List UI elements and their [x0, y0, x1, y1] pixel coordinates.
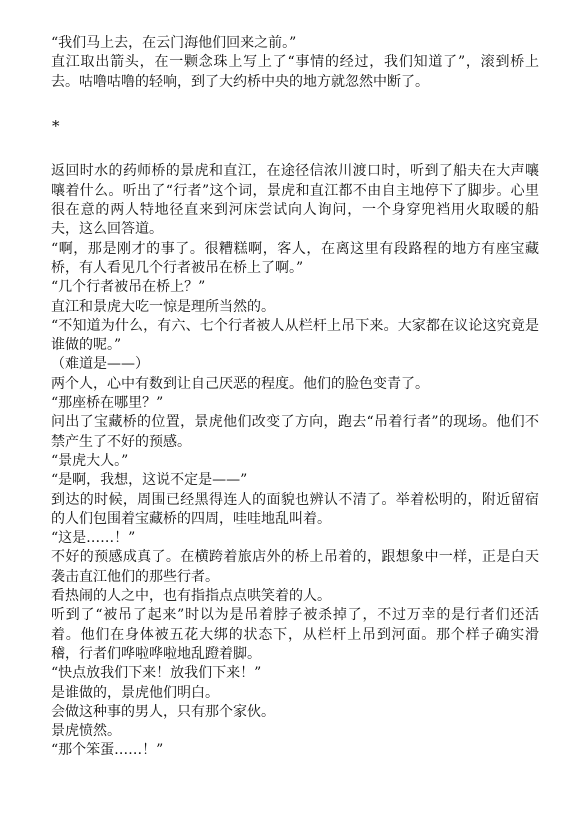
- paragraph: 问出了宝藏桥的位置，景虎他们改变了方向，跑去“吊着行者”的现场。他们不禁产生了不好的预感。: [51, 414, 539, 450]
- paragraph: “那个笨蛋……！”: [51, 742, 164, 759]
- paragraph: 直江和景虎大吃一惊是理所当然的。: [51, 298, 275, 315]
- blank-line: [51, 136, 539, 162]
- paragraph: 听到了“被吊了起来”时以为是吊着脖子被杀掉了，不过万幸的是行者们还活着。他们在身体被五花大绑的状态下，从栏杆上吊到河面。那个样子确实滑稽，行者们哗啦哗啦地乱蹬着脚。: [51, 607, 539, 662]
- paragraph: “啊，那是刚才的事了。很糟糕啊，客人，在离这里有段路程的地方有座宝藏桥，有人看见几个行者被吊在桥上了啊。”: [51, 240, 539, 276]
- paragraph: 景虎愤然。: [51, 723, 121, 740]
- paragraph: “这是……！”: [51, 530, 136, 547]
- paragraph: 返回时水的药师桥的景虎和直江，在途径信浓川渡口时，听到了船夫在大声嚷嚷着什么。听出了“行者”这个词，景虎和直江都不由自主地停下了脚步。心里很在意的两人特地径直来到河床尝试向人询问，一个身穿兜裆用火取暖的船夫，这么回答道。: [51, 163, 539, 238]
- section-separator: *: [52, 117, 60, 136]
- paragraph: 看热闹的人之中，也有指指点点哄笑着的人。: [51, 588, 331, 605]
- paragraph: “景虎大人。”: [51, 452, 129, 469]
- paragraph: “不知道为什么，有六、七个行者被人从栏杆上吊下来。大家都在议论这究竟是谁做的呢。”: [51, 317, 539, 354]
- paragraph: 两个人，心中有数到让自己厌恶的程度。他们的脸色变青了。: [51, 375, 429, 392]
- paragraph: 直江取出箭头，在一颗念珠上写上了“事情的经过，我们知道了”，滚到桥上去。咕噜咕噜的轻响，到了大约桥中央的地方就忽然中断了。: [51, 54, 539, 90]
- paragraph: “那座桥在哪里？”: [51, 395, 164, 412]
- paragraph: “快点放我们下来！放我们下来！”: [51, 665, 262, 682]
- paragraph: “我们马上去，在云门海他们回来之前。”: [51, 35, 297, 51]
- paragraph: 是谁做的，景虎他们明白。: [51, 684, 219, 701]
- paragraph: （难道是——）: [51, 356, 149, 373]
- paragraph: 不好的预感成真了。在横跨着旅店外的桥上吊着的，跟想象中一样，正是白天袭击直江他们的那些行者。: [51, 549, 539, 585]
- paragraph: “几个行者被吊在桥上？”: [51, 279, 206, 296]
- paragraph: 会做这种事的男人，只有那个家伙。: [51, 703, 275, 720]
- blank-line: [51, 92, 539, 111]
- paragraph: “是啊，我想，这说不定是——”: [51, 472, 248, 489]
- paragraph: 到达的时候，周围已经黑得连人的面貌也辨认不清了。举着松明的，附近留宿的人们包围着宝藏桥的四周，哇哇地乱叫着。: [51, 491, 539, 527]
